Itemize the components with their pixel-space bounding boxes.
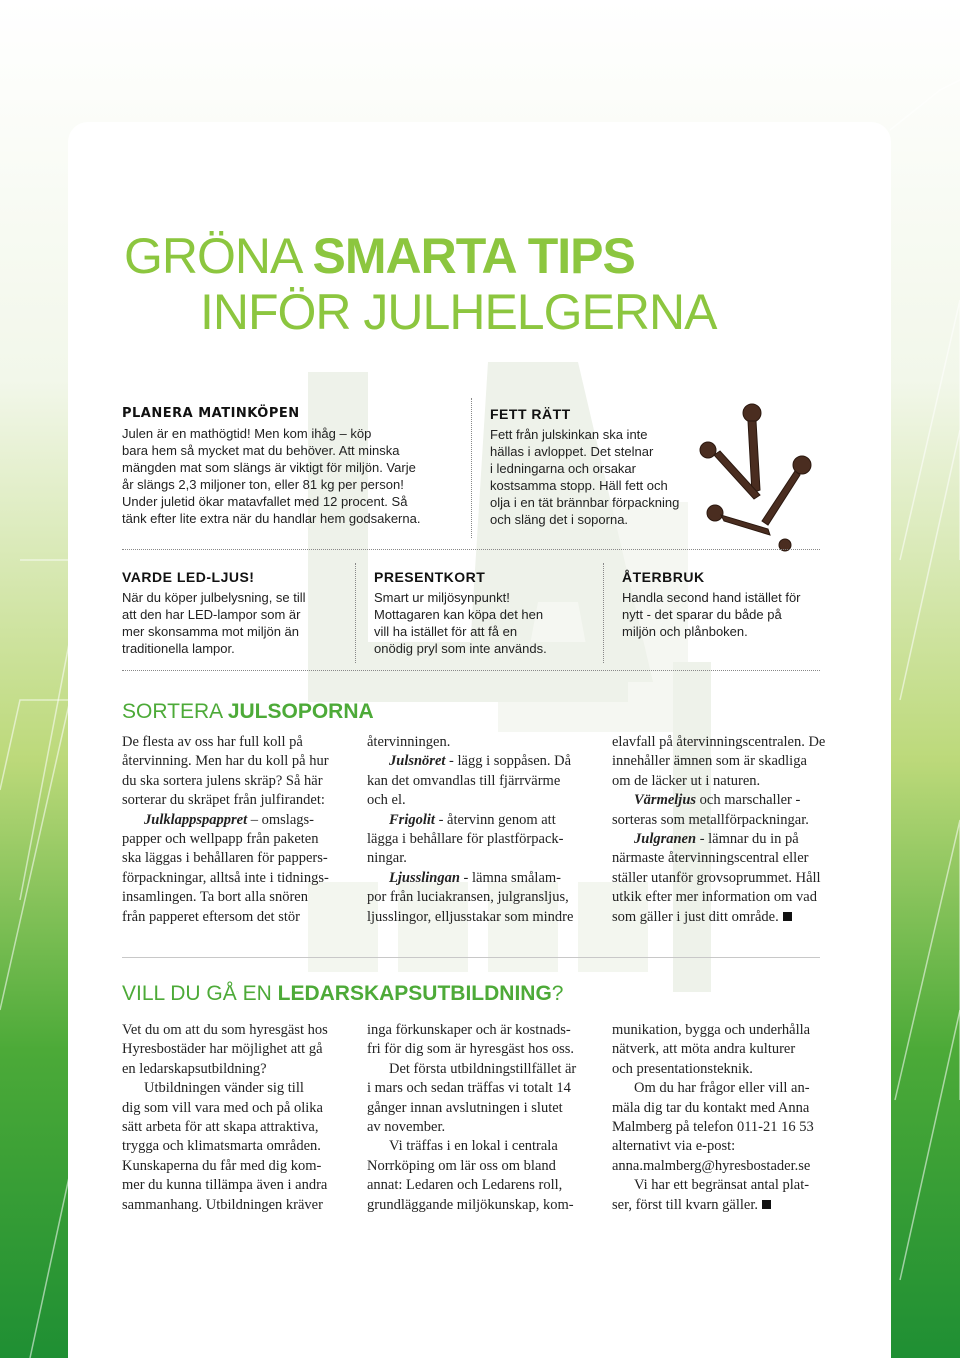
page-title-line1: [124, 228, 635, 284]
divider-horizontal: [122, 549, 820, 550]
tip-heading: FETT RÄTT: [490, 406, 571, 422]
end-of-article-mark: [762, 1200, 771, 1209]
divider-vertical: [471, 398, 472, 538]
tip-fett: [490, 406, 700, 528]
tip-body: Julen är en mathögtid! Men kom ihåg – köp bara hem så mycket mat du behöver. Att minska mängden mat som slängs är viktigt för miljön. Varje år slängs 2,3 miljoner ton, eller 81 kg per person! Under juletid ökar matavfallet med 12 procent. Så tänk efter lite extra när du handlar hem godsakerna.: [122, 426, 421, 526]
tip-heading: VARDE LED-LJUS!: [122, 569, 255, 585]
section-divider: [122, 957, 820, 958]
tip-body: Handla second hand istället för nytt - det sparar du både på miljön och plånboken.: [622, 590, 801, 639]
sortera-column-1: De flesta av oss har full koll på återvinning. Men har du koll på hur du ska sortera julens skräp? Så här sorterar du skräpet från julfirandet: Julklappspappret – omslags- papper och wellpapp från paketen ska läggas i behållaren för pappers- förpackningar, alltså inte i tidnings- insamlingen. Ta bort alla snören från papperet eftersom det stör: [122, 734, 329, 925]
divider-vertical: [603, 563, 604, 663]
title-bold-text: SMARTA TIPS: [312, 228, 635, 284]
sortera-section-title: SORTERA JULSOPORNA: [122, 700, 374, 723]
ledarskap-section-title: VILL DU GÅ EN LEDARSKAPSUTBILDNING?: [122, 982, 564, 1005]
divider-vertical: [355, 563, 356, 663]
tip-heading: PRESENTKORT: [374, 569, 486, 585]
page-title-line2: INFÖR JULHELGERNA: [200, 284, 717, 340]
tip-body: Smart ur miljösynpunkt! Mottagaren kan köpa det hen vill ha istället för att få en onödig pryl som inte används.: [374, 590, 547, 656]
divider-horizontal: [122, 670, 820, 671]
tip-body: Fett från julskinkan ska inte hällas i avloppet. Det stelnar i ledningarna och orsakar kostsamma stopp. Häll fett och olja i en tät brännbar förpackning och släng det i soporna.: [490, 427, 680, 527]
sortera-column-2: återvinningen. Julsnöret - lägg i soppåsen. Då kan det omvandlas till fjärrvärme och el. Frigolit - återvinn genom att lägga i behållare för plastförpack- ningar. Ljusslingan - lämna smålam- por från luciakransen, julgransljus, ljusslingor, elljusstakar som mindre: [367, 734, 574, 925]
tip-heading: ÅTERBRUK: [622, 569, 705, 585]
cloves-image: [690, 395, 825, 555]
ledarskap-column-3: munikation, bygga och underhålla nätverk, att möta andra kulturer och presentationsteknik. Om du har frågor eller vill an- mäla dig tar du kontakt med Anna Malmberg på telefon 011-21 16 53 alternativt via e-post: anna.malmberg@hyresbostader.se Vi har ett begränsat antal plat- ser, först till kvarn gäller.: [612, 1022, 814, 1213]
tip-planera: [122, 406, 462, 527]
ledarskap-column-1: Vet du om att du som hyresgäst hos Hyresbostäder har möjlighet att gå en ledarskapsutbildning? Utbildningen vänder sig till dig som vill vara med och på olika sätt arbeta för att skapa attraktiva, trygga och klimatsmarta områden. Kunskaperna du får med dig kom- mer du kunna tillämpa även i andra sammanhang. Utbildningen kräver: [122, 1022, 328, 1213]
ledarskap-column-2: inga förkunskaper och är kostnads- fri för dig som är hyresgäst hos oss. Det första utbildningstillfället är i mars och sedan träffas vi totalt 14 gånger innan avslutningen i slutet av november. Vi träffas i en lokal i centrala Norrköping om lär oss om bland annat: Ledaren och Ledarens roll, grundläggande miljökunskap, kom-: [367, 1022, 577, 1213]
tip-presentkort: [374, 569, 599, 657]
tip-led: [122, 569, 347, 657]
tip-aterbruk: [622, 569, 822, 640]
end-of-article-mark: [783, 912, 792, 921]
sortera-column-3: elavfall på återvinningscentralen. De innehåller ämnen som är skadliga om de läcker ut i naturen. Värmeljus och marschaller - sorteras som metallförpackningar. Julgranen - lämnar du in på närmaste återvinningscentral eller ställer utanför grovsoprummet. Håll utkik efter mer information om vad som gäller i just ditt område.: [612, 734, 826, 925]
tip-heading: PLANERA MATINKÖPEN: [122, 406, 300, 421]
title-light-text: GRÖNA: [124, 228, 300, 284]
tip-body: När du köper julbelysning, se till att den har LED-lampor som är mer skonsamma mot miljön än traditionella lampor.: [122, 590, 306, 656]
email-link[interactable]: anna.malmberg@hyresbostader.se: [612, 1157, 811, 1174]
